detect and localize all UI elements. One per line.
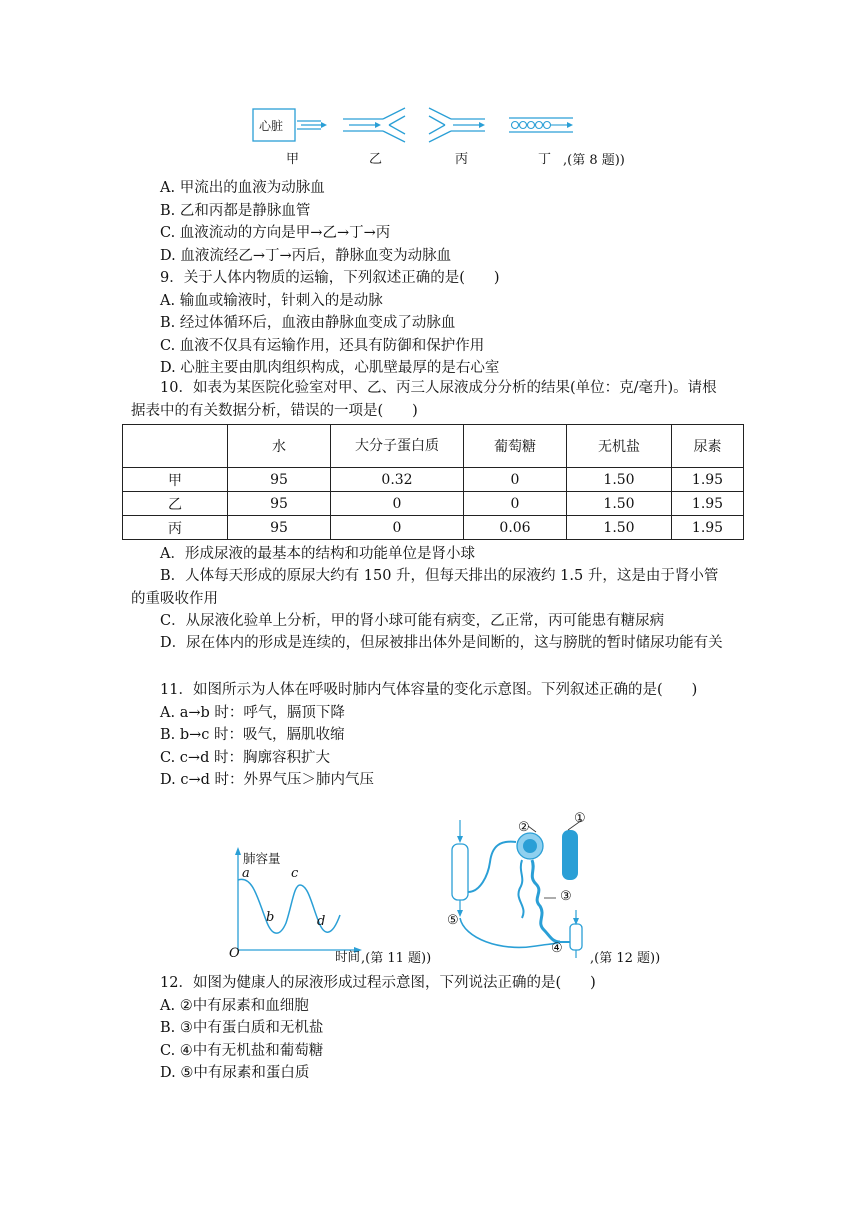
q10-option-b: B．人体每天形成的原尿大约有 150 升，但每天排出的尿液约 1.5 升，这是由于肾小管的重吸收作用 [131, 568, 719, 607]
marker-4: ④ [551, 941, 563, 956]
point-c: c [291, 866, 299, 881]
table-cell: 1.50 [567, 468, 672, 492]
q10-option-d: D．尿在体内的形成是连续的，但尿被排出体外是间断的，这与膀胱的暂时储尿功能有关 [160, 635, 723, 651]
marker-3: ③ [560, 889, 572, 904]
q12-option-c: C. ④中有无机盐和葡萄糖 [160, 1043, 324, 1059]
table-row [123, 492, 744, 516]
table-cell: 0.32 [331, 468, 464, 492]
table-header [123, 425, 228, 468]
q10-option-a: A．形成尿液的最基本的结构和功能单位是肾小球 [160, 546, 475, 562]
table-cell: 0 [464, 492, 567, 516]
marker-5: ⑤ [447, 913, 459, 928]
graph-caption: ,(第 11 题)) [361, 951, 432, 966]
q11-stem: 11．如图所示为人体在呼吸时肺内气体容量的变化示意图。下列叙述正确的是( ) [160, 682, 698, 698]
q9-option-c: C. 血液不仅具有运输作用，还具有防御和保护作用 [160, 338, 485, 354]
fig-label-yi: 乙 [369, 152, 383, 167]
graph-origin: O [229, 946, 240, 961]
urine-table [122, 424, 744, 540]
q11-option-b: B. b→c 时：吸气，膈肌收缩 [160, 727, 345, 743]
marker-2: ② [518, 820, 530, 835]
q12-option-b: B. ③中有蛋白质和无机盐 [160, 1020, 324, 1036]
table-row [123, 468, 744, 492]
figure-caption: ,(第 8 题)) [563, 153, 625, 168]
q10-stem: 10．如表为某医院化验室对甲、乙、丙三人尿液成分分析的结果(单位：克/毫升)。请根据表中的有关数据分析，错误的一项是( ) [131, 380, 717, 419]
q12-option-a: A. ②中有尿素和血细胞 [160, 998, 309, 1014]
table-cell: 1.95 [672, 516, 744, 540]
q12-option-d: D. ⑤中有尿素和蛋白质 [160, 1065, 310, 1081]
q10-option-c: C．从尿液化验单上分析，甲的肾小球可能有病变，乙正常，丙可能患有糖尿病 [160, 613, 665, 629]
table-header: 尿素 [672, 425, 744, 468]
table-header: 无机盐 [567, 425, 672, 468]
table-header: 大分子蛋白质 [331, 425, 464, 468]
table-cell: 95 [228, 492, 331, 516]
nephron-caption: ,(第 12 题)) [590, 951, 661, 966]
fig-label-bing: 丙 [455, 152, 469, 167]
q12-stem: 12．如图为健康人的尿液形成过程示意图，下列说法正确的是( ) [160, 975, 596, 991]
q11-option-c: C. c→d 时：胸廓容积扩大 [160, 750, 330, 766]
q9-stem: 9．关于人体内物质的运输，下列叙述正确的是( ) [160, 270, 500, 286]
q9-option-d: D. 心脏主要由肌肉组织构成，心肌壁最厚的是右心室 [160, 360, 500, 376]
table-cell: 0 [331, 516, 464, 540]
q11-option-a: A. a→b 时：呼气，膈顶下降 [160, 705, 345, 721]
graph-xlabel: 时间 [335, 949, 361, 964]
q8-option-d: D. 血液流经乙→丁→丙后，静脉血变为动脉血 [160, 248, 452, 264]
table-cell: 1.95 [672, 492, 744, 516]
table-cell: 0 [464, 468, 567, 492]
table-cell: 1.95 [672, 468, 744, 492]
table-row [123, 516, 744, 540]
point-a: a [242, 866, 250, 881]
q11-option-d: D. c→d 时：外界气压＞肺内气压 [160, 772, 374, 788]
heart-label: 心脏 [259, 119, 284, 133]
table-cell: 0.06 [464, 516, 567, 540]
fig-label-ding: 丁 [538, 152, 552, 167]
graph-ylabel: 肺容量 [243, 851, 281, 866]
q9-option-a: A. 输血或输液时，针刺入的是动脉 [160, 293, 383, 309]
table-header: 水 [228, 425, 331, 468]
table-cell: 乙 [123, 492, 228, 516]
table-cell: 1.50 [567, 492, 672, 516]
q8-option-b: B. 乙和丙都是静脉血管 [160, 203, 311, 219]
marker-1: ① [574, 811, 586, 826]
q9-option-b: B. 经过体循环后，血液由静脉血变成了动脉血 [160, 315, 456, 331]
q8-option-c: C. 血液流动的方向是甲→乙→丁→丙 [160, 225, 391, 241]
table-cell: 95 [228, 516, 331, 540]
table-cell: 甲 [123, 468, 228, 492]
fig-label-jia: 甲 [286, 152, 300, 167]
table-header-row [123, 425, 744, 468]
table-header: 葡萄糖 [464, 425, 567, 468]
table-cell: 1.50 [567, 516, 672, 540]
point-b: b [266, 910, 275, 925]
q8-option-a: A. 甲流出的血液为动脉血 [160, 180, 325, 196]
table-cell: 丙 [123, 516, 228, 540]
point-d: d [317, 914, 326, 929]
table-cell: 0 [331, 492, 464, 516]
table-cell: 95 [228, 468, 331, 492]
vessel-diagram [245, 105, 585, 145]
